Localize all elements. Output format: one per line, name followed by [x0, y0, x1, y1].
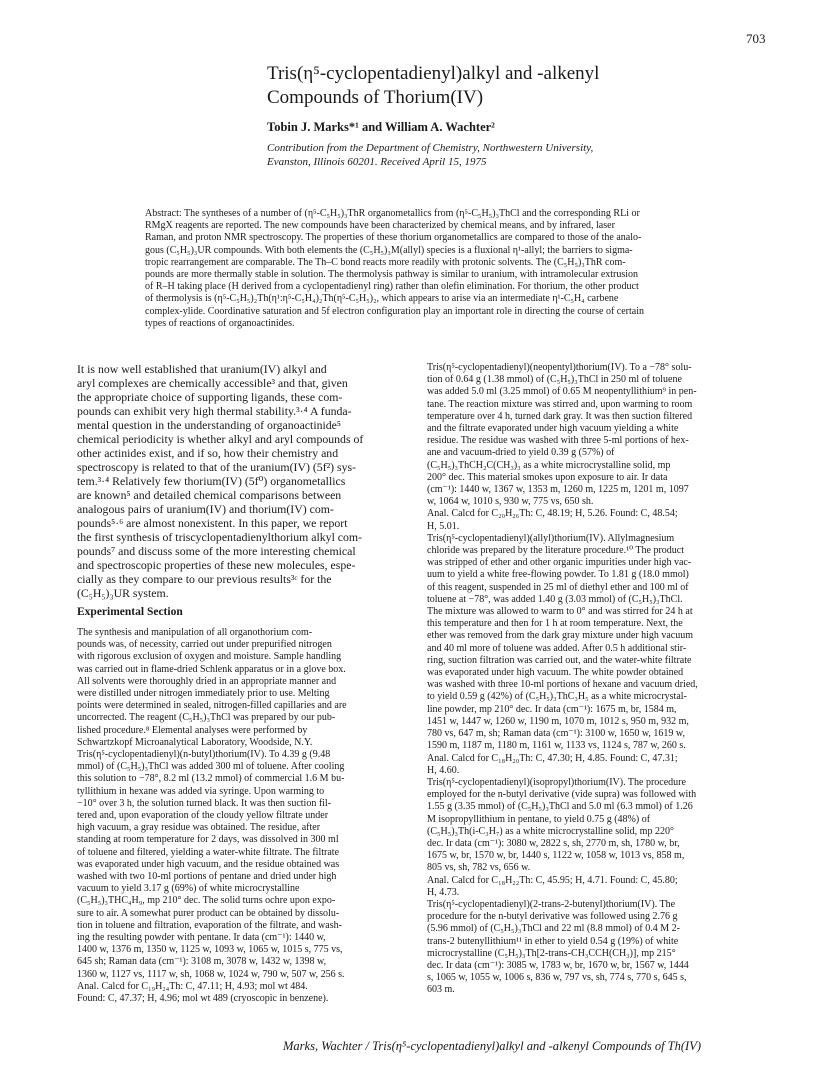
text-line: ring, suction filtration was carried out, and the water-white filtrate: [427, 654, 692, 666]
text-line: 1400 w, 1376 m, 1350 w, 1125 w, 1093 w, 1065 w, 1015 s, 775 vs,: [77, 944, 343, 956]
experimental-heading: Experimental Section: [77, 606, 183, 618]
authors: Tobin J. Marks*¹ and William A. Wachter²: [267, 120, 495, 134]
abstract: [145, 208, 763, 330]
text-line: of R–H taking place (H derived from a cyclopentadienyl ring) rather than olefin elimination. For thorium, the other product: [145, 281, 639, 293]
text-line: Tris(η⁵-cyclopentadienyl)(allyl)thorium(IV). Allylmagnesium: [427, 532, 675, 544]
text-line: this solution to −78°, 8.2 ml (13.2 mmol) of commercial 1.6 M bu-: [77, 773, 345, 785]
text-line: pounds can exhibit very high thermal stability.³·⁴ A funda-: [77, 404, 352, 418]
text-line: was washed with three 10-ml portions of hexane and vacuum dried,: [427, 679, 698, 691]
text-line: The synthesis and manipulation of all organothorium com-: [77, 627, 313, 638]
text-line: was added 5.0 ml (3.25 mmol) of 0.65 M neopentyllithium⁹ in pen-: [427, 386, 697, 398]
text-line: are known⁵ and detailed chemical comparisons between: [77, 488, 342, 502]
text-line: All solvents were thoroughly dried in an appropriate manner and: [77, 675, 337, 687]
text-line: residue. The residue was washed with three 5-ml portions of hex-: [427, 435, 689, 447]
text-line: H, 5.01.: [427, 520, 460, 532]
text-line: microcrystalline (C₅H₅)₃Th[2-trans-CH₃CCH(CH₃)], mp 215°: [427, 947, 676, 959]
text-line: Anal. Calcd for C₁₈H₂₀Th: C, 47.30; H, 4.85. Found: C, 47.31;: [427, 752, 678, 764]
text-line: with rigorous exclusion of oxygen and moisture. Sample handling: [77, 651, 342, 663]
text-line: (C₅H₅)₃UR system.: [77, 586, 169, 600]
text-line: spectroscopy is related to that of the uranium(IV) (5f²) sys-: [77, 460, 357, 474]
text-line: The mixture was allowed to warm to 0° and was stirred for 24 h at: [427, 606, 693, 618]
text-line: high vacuum, a gray residue was obtained. The residue, after: [77, 822, 321, 834]
text-line: tion of 0.64 g (1.38 mmol) of (C₅H₅)₃ThCl in 250 ml of toluene: [427, 374, 682, 386]
text-line: the first synthesis of triscyclopentadienylthorium alkyl com-: [77, 530, 363, 544]
text-line: 1590 m, 1187 m, 1180 m, 1161 w, 1133 vs, 1124 s, 787 w, 260 s.: [427, 740, 686, 752]
text-line: were distilled under nitrogen immediately prior to use. Melting: [77, 688, 330, 700]
text-line: was carried out in flame-dried Schlenk apparatus or in a glove box.: [77, 663, 346, 675]
text-line: Tris(η⁵-cyclopentadienyl)(2-trans-2-butenyl)thorium(IV). The: [427, 898, 676, 910]
running-footer: Marks, Wachter / Tris(η⁵-cyclopentadienyl)alkyl and -alkenyl Compounds of Th(IV): [283, 1039, 701, 1053]
text-line: gous (C₅H₅)₃UR compounds. With both elements the (C₅H₅)₃M(allyl) species is a fluxional η¹-allyl; the barriers to sigma-: [145, 244, 633, 256]
text-line: Raman, and proton NMR spectroscopy. The properties of these thorium organometallics are compared to those of the analo-: [145, 232, 642, 244]
affiliation-line: Contribution from the Department of Chemistry, Northwestern University,: [267, 142, 594, 154]
text-line: M isopropyllithium in pentane, to yield 0.75 g (48%) of: [427, 813, 651, 825]
text-line: and spectroscopic properties of these new molecules, espe-: [77, 558, 356, 572]
text-line: tropic rearrangement are comparable. The Th–C bond reacts more readily with protonic solvents. The (C₅H₅)₃ThR com-: [145, 256, 626, 268]
text-line: Tris(η⁵-cyclopentadienyl)(isopropyl)thorium(IV). The procedure: [427, 776, 686, 788]
text-line: procedure for the n-butyl derivative was followed using 2.76 g: [427, 911, 678, 923]
paper-title: [267, 62, 787, 110]
text-line: points were determined in sealed, nitrogen-filled capillaries and are: [77, 700, 347, 712]
text-line: Tris(η⁵-cyclopentadienyl)(neopentyl)thorium(IV). To a −78° solu-: [427, 362, 692, 373]
text-line: tane. The reaction mixture was stirred and, upon warming to room: [427, 398, 693, 410]
text-line: employed for the n-butyl derivative (vide supra) was followed with: [427, 789, 697, 801]
text-line: lished procedure.⁸ Elemental analyses were performed by: [77, 724, 308, 736]
text-line: was stripped of ether and other organic impurities under high vac-: [427, 557, 692, 569]
text-line: standing at room temperature for 2 days, was dissolved in 300 ml: [77, 834, 339, 846]
title-line: Compounds of Thorium(IV): [267, 87, 484, 108]
text-line: uum to yield a white free-flowing powder. To 1.81 g (18.0 mmol): [427, 569, 689, 581]
experimental-text: [77, 627, 409, 1005]
text-line: this temperature and then for 1 h at room temperature. Next, the: [427, 618, 683, 630]
text-line: 780 vs, 647 m, sh; Raman data (cm⁻¹): 3100 w, 1650 w, 1619 w,: [427, 728, 685, 740]
text-line: 805 vs, sh, 782 vs, 656 w.: [427, 862, 531, 874]
text-line: of toluene and filtered, yielding a water-white filtrate. The filtrate: [77, 846, 340, 858]
text-line: Anal. Calcd for C₂₀H₂₆Th: C, 48.19; H, 5.26. Found: C, 48.54;: [427, 508, 678, 520]
text-line: pounds⁵·⁶ are almost nonexistent. In this paper, we report: [77, 516, 348, 530]
text-line: other actinides exist, and if so, how their chemistry and: [77, 446, 339, 460]
text-line: Anal. Calcd for C₁₈H₂₂Th: C, 45.95; H, 4.71. Found: C, 45.80;: [427, 874, 678, 886]
text-line: Found: C, 47.37; H, 4.96; mol wt 489 (cryoscopic in benzene).: [77, 993, 329, 1005]
text-line: cially as they compare to our previous results³ᶜ for the: [77, 572, 332, 586]
text-line: (5.96 mmol) of (C₅H₅)₃ThCl and 22 ml (8.8 mmol) of 0.4 M 2-: [427, 923, 680, 935]
text-line: was evaporated under high vacuum, and the residue obtained was: [77, 858, 340, 870]
text-line: was evaporated under high vacuum. The white powder obtained: [427, 667, 684, 679]
text-line: aryl complexes are chemically accessible³ and that, given: [77, 376, 348, 390]
text-line: Abstract: The syntheses of a number of (η⁵-C₅H₅)₃ThR organometallics from (η⁵-C₅H₅)₃ThCl and the corresponding RLi or: [145, 208, 640, 219]
text-line: temperature over 4 h, turned dark gray. It was then suction filtered: [427, 410, 693, 422]
text-line: Tris(η⁵-cyclopentadienyl)(n-butyl)thorium(IV). To 4.39 g (9.48: [77, 749, 331, 761]
text-line: trans-2 butenyllithium¹¹ in ether to yield 0.54 g (19%) of white: [427, 935, 679, 947]
text-line: dec. Ir data (cm⁻¹): 3085 w, 1783 w, br, 1670 w, br, 1567 w, 1444: [427, 959, 689, 971]
text-line: line powder, mp 210° dec. Ir data (cm⁻¹): 1675 m, br, 1584 m,: [427, 703, 677, 715]
right-column-text: [427, 362, 769, 997]
text-line: ether was removed from the dark gray mixture under high vacuum: [427, 630, 694, 642]
text-line: ing the resulting powder with pentane. Ir data (cm⁻¹): 1440 w,: [77, 932, 326, 944]
text-line: analogous pairs of uranium(IV) and thorium(IV) com-: [77, 502, 334, 516]
text-line: tem.³·⁴ Relatively few thorium(IV) (5f⁰) organometallics: [77, 474, 346, 488]
text-line: 1360 w, 1127 vs, 1117 w, sh, 1068 w, 1024 w, 790 w, 507 w, 256 s.: [77, 968, 345, 980]
text-line: chloride was prepared by the literature procedure.¹⁰ The product: [427, 545, 684, 557]
text-line: 200° dec. This material smokes upon exposure to air. Ir data: [427, 471, 668, 483]
text-line: (C₅H₅)₃THC₄H₉, mp 210° dec. The solid turns ochre upon expo-: [77, 895, 336, 907]
text-line: pounds⁷ and discuss some of the more interesting chemical: [77, 544, 356, 558]
text-line: H, 4.73.: [427, 886, 460, 898]
text-line: mmol) of (C₅H₅)₃ThCl was added 300 ml of toluene. After cooling: [77, 761, 345, 773]
affiliation-line: Evanston, Illinois 60201. Received April 15, 1975: [267, 156, 487, 168]
text-line: (cm⁻¹): 1440 w, 1367 w, 1353 m, 1260 m, 1225 m, 1201 m, 1097: [427, 484, 689, 496]
text-line: 1.55 g (3.35 mmol) of (C₅H₅)₃ThCl and 5.0 ml (6.3 mmol) of 1.26: [427, 801, 693, 813]
introduction: [77, 362, 409, 600]
text-line: mental question in the understanding of organoactinide⁵: [77, 418, 342, 432]
text-line: sure to air. A somewhat purer product can be obtained by dissolu-: [77, 907, 340, 919]
text-line: −10° over 3 h, the solution turned black. It was then suction fil-: [77, 797, 332, 809]
text-line: Anal. Calcd for C₁₉H₂₄Th: C, 47.11; H, 4.93; mol wt 484.: [77, 980, 308, 992]
text-line: w, 1064 w, 1010 s, 930 w, 775 vs, 650 sh.: [427, 496, 594, 508]
text-line: ane and vacuum-dried to yield 0.39 g (57%) of: [427, 447, 615, 459]
text-line: 645 sh; Raman data (cm⁻¹): 3108 m, 3078 w, 1432 w, 1398 w,: [77, 956, 327, 968]
page-number: 703: [746, 31, 766, 46]
text-line: 1451 w, 1447 w, 1260 w, 1190 m, 1070 m, 1012 s, 950 m, 932 m,: [427, 715, 689, 727]
text-line: RMgX reagents are reported. The new compounds have been characterized by chemical means, and by infrared, laser: [145, 220, 615, 232]
text-line: pounds are more thermally stable in solution. The thermolysis pathway is similar to uranium, with intramolecular extrusion: [145, 269, 639, 281]
text-line: complex-ylide. Coordinative saturation and 5f electron configuration play an important role in directing the course of certain: [145, 305, 644, 317]
text-line: pounds was, of necessity, carried out under prepurified nitrogen: [77, 639, 332, 651]
text-line: vacuum to yield 3.17 g (69%) of white microcrystalline: [77, 883, 300, 895]
text-line: tion in toluene and filtration, evaporation of the filtrate, and wash-: [77, 919, 342, 931]
text-line: and 40 ml more of toluene was added. After 0.5 h additional stir-: [427, 642, 687, 654]
text-line: toluene at −78°, was added 1.40 g (3.03 mmol) of (C₅H₅)₃ThCl.: [427, 593, 683, 605]
text-line: and the filtrate evaporated under high vacuum yielding a white: [427, 423, 679, 435]
text-line: H, 4.60.: [427, 764, 460, 776]
text-line: tered and, upon evaporation of the cloudy yellow filtrate under: [77, 810, 329, 822]
text-line: chemical periodicity is whether alkyl and aryl compounds of: [77, 432, 364, 446]
text-line: 603 m.: [427, 984, 455, 996]
text-line: to yield 0.59 g (42%) of (C₅H₅)₃ThC₃H₅ as a white microcrystal-: [427, 691, 687, 703]
text-line: uncorrected. The reagent (C₅H₅)₃ThCl was prepared by our pub-: [77, 712, 336, 724]
affiliation: [267, 141, 593, 169]
text-line: Schwartzkopf Microanalytical Laboratory, Woodside, N.Y.: [77, 736, 313, 748]
text-line: (C₅H₅)₃Th(i-C₃H₇) as a white microcrystalline solid, mp 220°: [427, 825, 674, 837]
text-line: types of reactions of organoactinides.: [145, 317, 295, 329]
text-line: of thermolysis is (η⁵-C₅H₅)₂Th(η¹:η⁵-C₅H₄)₂Th(η⁵-C₅H₅)₂, which appears to arise via an intermediate η¹-C₅H₄ carbene: [145, 293, 619, 305]
text-line: dec. Ir data (cm⁻¹): 3080 w, 2822 s, sh, 2770 m, sh, 1780 w, br,: [427, 837, 680, 849]
text-line: s, 1065 w, 1055 w, 1006 s, 836 w, 797 vs, sh, 774 s, 770 s, 645 s,: [427, 972, 687, 984]
title-line: Tris(η⁵-cyclopentadienyl)alkyl and -alkenyl: [267, 63, 600, 84]
text-line: (C₅H₅)₃ThCH₂C(CH₃)₃ as a white microcrystalline solid, mp: [427, 459, 671, 471]
text-line: of this reagent, suspended in 25 ml of diethyl ether and 100 ml of: [427, 581, 689, 593]
text-line: washed with two 10-ml portions of pentane and dried under high: [77, 871, 337, 883]
text-line: the appropriate choice of supporting ligands, these com-: [77, 390, 343, 404]
text-line: tyllithium in hexane was added via syringe. Upon warming to: [77, 785, 325, 797]
text-line: 1675 w, br, 1570 w, br, 1440 s, 1122 w, 1058 w, 1013 vs, 858 m,: [427, 850, 685, 862]
text-line: It is now well established that uranium(IV) alkyl and: [77, 362, 327, 376]
